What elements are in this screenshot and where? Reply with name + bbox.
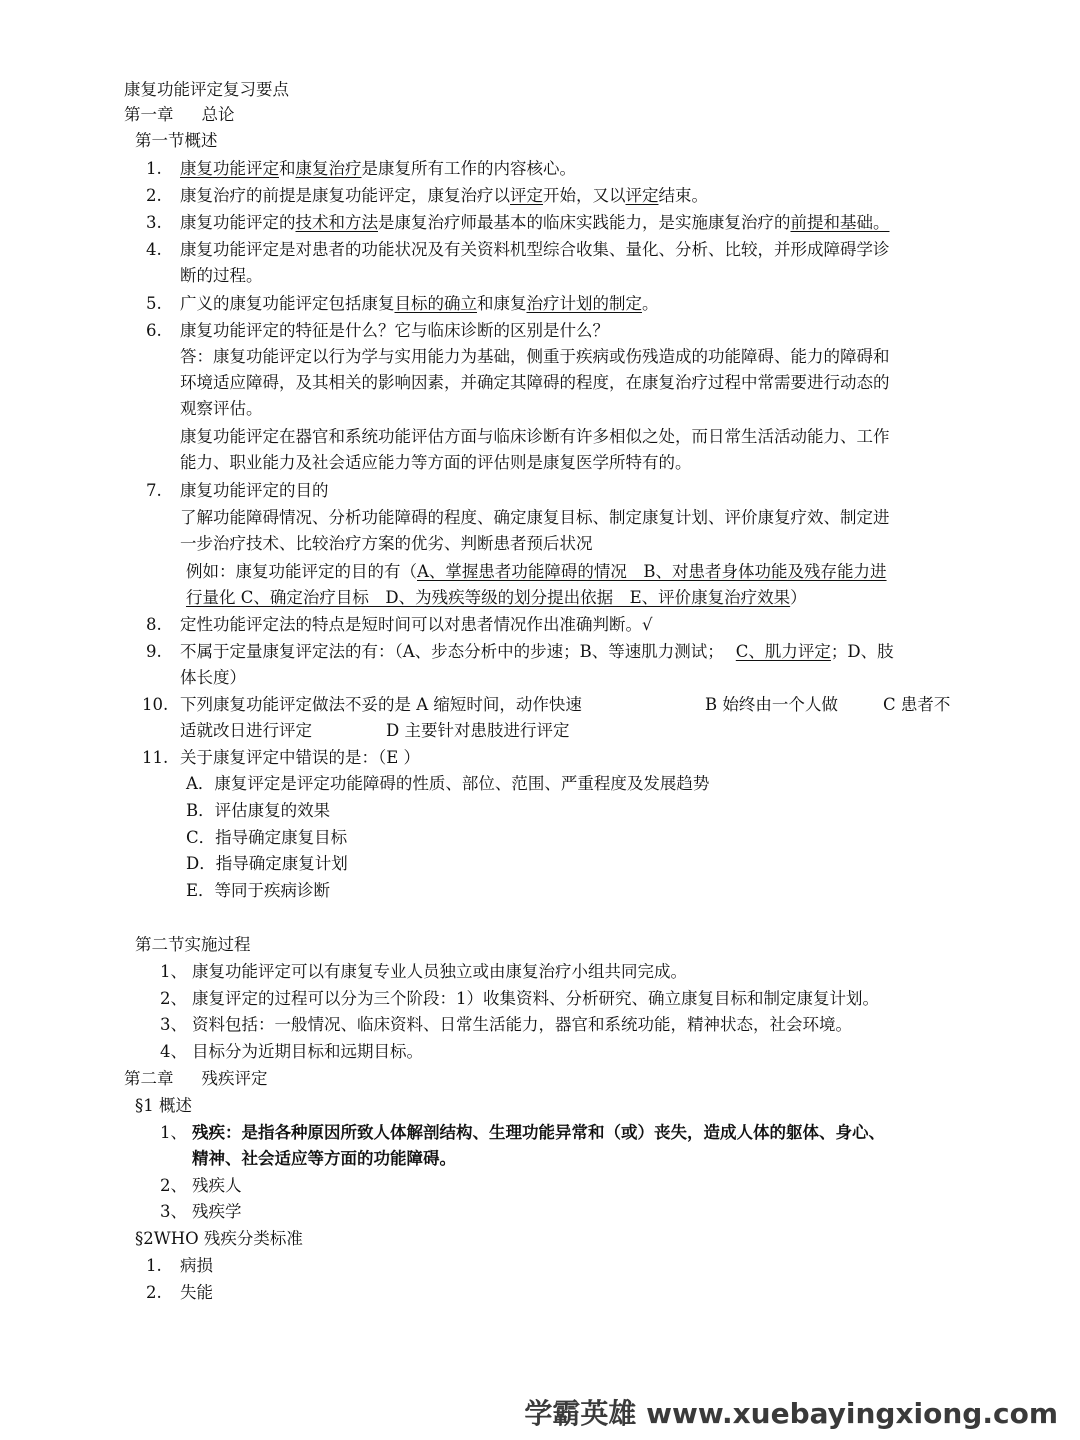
list-item-number: 2. <box>146 186 162 205</box>
definition-line: 精神、社会适应等方面的功能障碍。 <box>192 1149 456 1168</box>
list-item: 康复评定的过程可以分为三个阶段：1）收集资料、分析研究、确立康复目标和制定康复计划。 <box>192 989 879 1008</box>
doc-title: 康复功能评定复习要点 <box>124 80 289 99</box>
list-item: 定性功能评定法的特点是短时间可以对患者情况作出准确判断。√ <box>180 615 653 634</box>
text-span: ；D、肢 <box>830 642 894 661</box>
chapter2-number: 第二章 <box>124 1069 174 1088</box>
list-item <box>180 212 890 234</box>
underlined-term: C、肌力评定 <box>735 642 831 661</box>
underlined-term: 评定 <box>625 186 659 205</box>
underlined-term: 治疗计划的制定 <box>526 294 642 313</box>
text-span: 广义的康复功能评定包括康复 <box>180 294 395 313</box>
list-item: 病损 <box>180 1256 213 1275</box>
option-line: C．指导确定康复目标 <box>186 828 348 847</box>
underlined-term: 康复功能评定 <box>180 159 279 178</box>
subsection-heading: §2WHO 残疾分类标准 <box>135 1229 303 1248</box>
list-item: 失能 <box>180 1283 213 1302</box>
answer-line: 一步治疗技术、比较治疗方案的优劣、判断患者预后状况 <box>180 534 593 553</box>
section1-heading: 第一节概述 <box>135 131 218 150</box>
answer-line: 环境适应障碍，及其相关的影响因素，并确定其障碍的程度，在康复治疗过程中常需要进行动态的 <box>180 373 890 392</box>
list-item-number: 8. <box>146 615 162 634</box>
list-item-number: 1. <box>146 1256 162 1275</box>
underlined-term: A、掌握患者功能障碍的情况 B、对患者身体功能及残存能力进 <box>417 562 887 581</box>
chapter1-name: 总论 <box>201 105 235 124</box>
text-span: 康复功能评定的 <box>180 213 296 232</box>
text-span: 康复治疗的前提是康复功能评定，康复治疗以 <box>180 186 510 205</box>
list-item-number: 4. <box>146 240 162 259</box>
list-item-number: 7. <box>146 481 162 500</box>
answer-line: 了解功能障碍情况、分析功能障碍的程度、确定康复目标、制定康复计划、评价康复疗效、制定进 <box>180 508 890 527</box>
answer-line: 观察评估。 <box>180 399 263 418</box>
chapter1-number: 第一章 <box>124 105 174 124</box>
text-span: 开始，又以 <box>543 186 626 205</box>
text-span: 不属于定量康复评定法的有：（A、步态分析中的步速；B、等速肌力测试； <box>180 642 724 661</box>
text-span: 。 <box>642 294 659 313</box>
list-item-number: 10. <box>142 695 169 714</box>
list-item-number: 2、 <box>160 989 187 1008</box>
answer-line: 答：康复功能评定以行为学与实用能力为基础，侧重于疾病或伤残造成的功能障碍、能力的障碍和 <box>180 347 890 366</box>
section2-heading: 第二节实施过程 <box>135 935 251 954</box>
underlined-term: 技术和方法 <box>295 213 378 232</box>
text-span: 是康复治疗师最基本的临床实践能力，是实施康复治疗的 <box>378 213 791 232</box>
list-item-number: 5. <box>146 294 162 313</box>
list-item-number: 1、 <box>160 962 187 981</box>
question: 康复功能评定的目的 <box>180 481 329 500</box>
answer-line: 康复功能评定在器官和系统功能评估方面与临床诊断有许多相似之处，而日常生活活动能力、工作 <box>180 427 890 446</box>
list-item: 目标分为近期目标和远期目标。 <box>192 1042 423 1061</box>
answer-line: 能力、职业能力及社会适应能力等方面的评估则是康复医学所特有的。 <box>180 453 692 472</box>
text-span: 是康复所有工作的内容核心。 <box>361 159 576 178</box>
list-item-number: 2、 <box>160 1176 187 1195</box>
text-span: 结束。 <box>658 186 708 205</box>
option-line: A．康复评定是评定功能障碍的性质、部位、范围、严重程度及发展趋势 <box>186 774 710 793</box>
list-item: 资料包括：一般情况、临床资料、日常生活能力，器官和系统功能，精神状态，社会环境。 <box>192 1015 852 1034</box>
underlined-term: 目标的确立 <box>394 294 477 313</box>
list-item-number: 3、 <box>160 1202 187 1221</box>
list-item-number: 3、 <box>160 1015 187 1034</box>
list-item-number: 6. <box>146 321 162 340</box>
question: 康复功能评定的特征是什么？它与临床诊断的区别是什么？ <box>180 321 609 340</box>
chapter2-heading <box>124 1068 268 1090</box>
list-item <box>180 293 659 315</box>
option-line: B．评估康复的效果 <box>186 801 331 820</box>
question: 关于康复评定中错误的是：（E ） <box>180 748 421 767</box>
list-item-text: D 主要针对患肢进行评定 <box>386 721 570 740</box>
list-item-number: 1. <box>146 159 162 178</box>
example-line <box>186 587 807 609</box>
list-item <box>180 641 894 663</box>
watermark: 学霸英雄 www.xuebayingxiong.com <box>524 1397 1058 1430</box>
text-span: ） <box>790 588 807 607</box>
option-line: D．指导确定康复计划 <box>186 854 348 873</box>
text-span: 和康复 <box>477 294 527 313</box>
definition-text: 是指各种原因所致人体解剖结构、生理功能异常和（或）丧失，造成人体的躯体、身心、 <box>241 1123 885 1142</box>
list-item: 康复功能评定可以有康复专业人员独立或由康复治疗小组共同完成。 <box>192 962 687 981</box>
list-item-number: 1、 <box>160 1123 187 1142</box>
list-item-number: 9. <box>146 642 162 661</box>
text-span: 和 <box>279 159 296 178</box>
underlined-term: 前提和基础。 <box>790 213 890 232</box>
option-line: E．等同于疾病诊断 <box>186 881 331 900</box>
underlined-term: B 始终由一个人做 <box>705 695 838 714</box>
text-span: 例如：康复功能评定的目的有（ <box>186 562 417 581</box>
underlined-term: 康复治疗 <box>295 159 362 178</box>
definition-term: 残疾： <box>192 1123 242 1142</box>
underlined-term: 行量化 C、确定治疗目标 D、为残疾等级的划分提出依据 E、评价康复治疗效果 <box>186 588 791 607</box>
subsection-heading: §1 概述 <box>135 1096 192 1115</box>
chapter1-heading <box>124 104 235 126</box>
list-item <box>180 158 576 180</box>
list-item: 残疾人 <box>192 1176 242 1195</box>
list-item: 残疾学 <box>192 1202 242 1221</box>
list-item-number: 3. <box>146 213 162 232</box>
list-item-line: 体长度） <box>180 668 246 687</box>
list-item-number: 11. <box>142 748 169 767</box>
chapter2-name: 残疾评定 <box>201 1069 268 1088</box>
underlined-term: 评定 <box>510 186 543 205</box>
list-item-number: 2. <box>146 1283 162 1302</box>
example-line <box>186 561 887 583</box>
list-item <box>180 185 708 207</box>
list-item-text: 适就改日进行评定 <box>180 721 312 740</box>
list-item-text: 下列康复功能评定做法不妥的是 A 缩短时间，动作快速 <box>180 695 582 714</box>
definition-line <box>192 1122 885 1144</box>
list-item-text: C 患者不 <box>883 695 951 714</box>
list-item-line: 康复功能评定是对患者的功能状况及有关资料机型综合收集、量化、分析、比较，并形成障碍学诊 <box>180 240 890 259</box>
list-item-number: 4、 <box>160 1042 187 1061</box>
list-item-line: 断的过程。 <box>180 266 263 285</box>
